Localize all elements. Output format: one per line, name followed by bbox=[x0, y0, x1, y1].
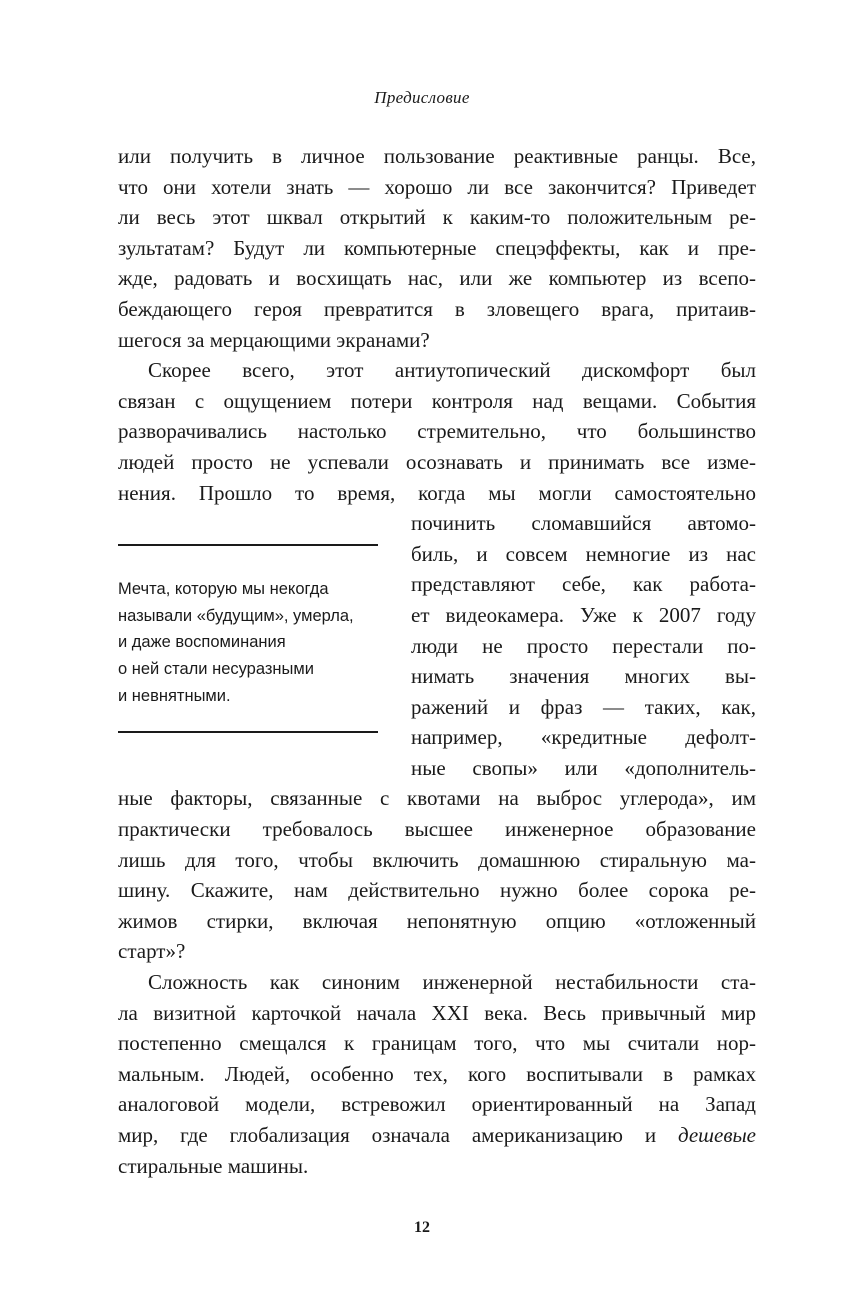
text-line: зультатам? Будут ли компьютерные спецэффекты, как и пре- bbox=[118, 235, 756, 260]
text-line: лишь для того, чтобы включить домашнюю стиральную ма- bbox=[118, 847, 756, 872]
text-line: практически требовалось высшее инженерное образование bbox=[118, 817, 756, 842]
text-line: например, «кредитные дефолт- bbox=[411, 725, 756, 750]
italic-word: дешевые bbox=[677, 1123, 756, 1147]
text-segment: мир, где глобализация означала американизацию и bbox=[118, 1123, 678, 1147]
running-head: Предисловие bbox=[374, 88, 470, 107]
text-line: аналоговой модели, встревожил ориентированный на Запад bbox=[118, 1092, 756, 1117]
text-line: людей просто не успевали осознавать и принимать все изме- bbox=[118, 449, 756, 474]
text-line: нения. Прошло то время, когда мы могли самостоятельно bbox=[118, 480, 756, 505]
text-line: мальным. Людей, особенно тех, кого воспитывали в рамках bbox=[118, 1061, 756, 1086]
text-line: шину. Скажите, нам действительно нужно более сорока ре- bbox=[118, 878, 756, 903]
text-line: починить сломавшийся автомо- bbox=[411, 511, 756, 536]
text-line: постепенно смещался к границам того, что мы считали нор- bbox=[118, 1031, 756, 1056]
text-line: разворачивались настолько стремительно, что большинство bbox=[118, 419, 756, 444]
text-line: ет видеокамера. Уже к 2007 году bbox=[411, 602, 756, 627]
text-line: стиральные машины. bbox=[118, 1153, 309, 1178]
pull-quote-line: Мечта, которую мы некогда bbox=[118, 580, 329, 598]
text-line: ла визитной карточкой начала XXI века. Весь привычный мир bbox=[118, 1000, 756, 1025]
text-line: ражений и фраз — таких, как, bbox=[411, 694, 756, 719]
text-line: шегося за мерцающими экранами? bbox=[118, 327, 430, 352]
text-line: представляют себе, как работа- bbox=[411, 572, 756, 597]
pull-quote bbox=[118, 544, 378, 733]
text-line: что они хотели знать — хорошо ли все закончится? Приведет bbox=[118, 174, 756, 199]
text-line: старт»? bbox=[118, 939, 186, 964]
pull-quote-line: называли «будущим», умерла, bbox=[118, 606, 354, 625]
text-line: жде, радовать и восхищать нас, или же компьютер из всепо- bbox=[118, 266, 756, 291]
text-line: люди не просто перестали по- bbox=[411, 633, 756, 658]
text-line: биль, и совсем немногие из нас bbox=[411, 541, 756, 566]
pull-quote-line: и невнятными. bbox=[118, 686, 231, 705]
text-line: Скорее всего, этот антиутопический дискомфорт был bbox=[148, 358, 756, 383]
text-line: ли весь этот шквал открытий к каким-то положительным ре- bbox=[118, 205, 756, 230]
text-line: жимов стирки, включая непонятную опцию «отложенный bbox=[118, 908, 756, 933]
text-line: беждающего героя превратится в зловещего врага, притаив- bbox=[118, 296, 756, 321]
text-line: нимать значения многих вы- bbox=[411, 664, 756, 689]
text-line: Сложность как синоним инженерной нестабильности ста- bbox=[148, 970, 756, 995]
text-line: связан с ощущением потери контроля над вещами. События bbox=[118, 388, 756, 413]
text-line: или получить в личное пользование реактивные ранцы. Все, bbox=[118, 144, 756, 168]
pull-quote-line: и даже воспоминания bbox=[118, 633, 286, 652]
text-line: ные свопы» или «дополнитель- bbox=[411, 755, 756, 780]
text-line: ные факторы, связанные с квотами на выброс углерода», им bbox=[118, 786, 756, 811]
text-line bbox=[118, 1120, 756, 1151]
pull-quote-line: о ней стали несуразными bbox=[118, 660, 314, 679]
page-number: 12 bbox=[414, 1219, 430, 1236]
